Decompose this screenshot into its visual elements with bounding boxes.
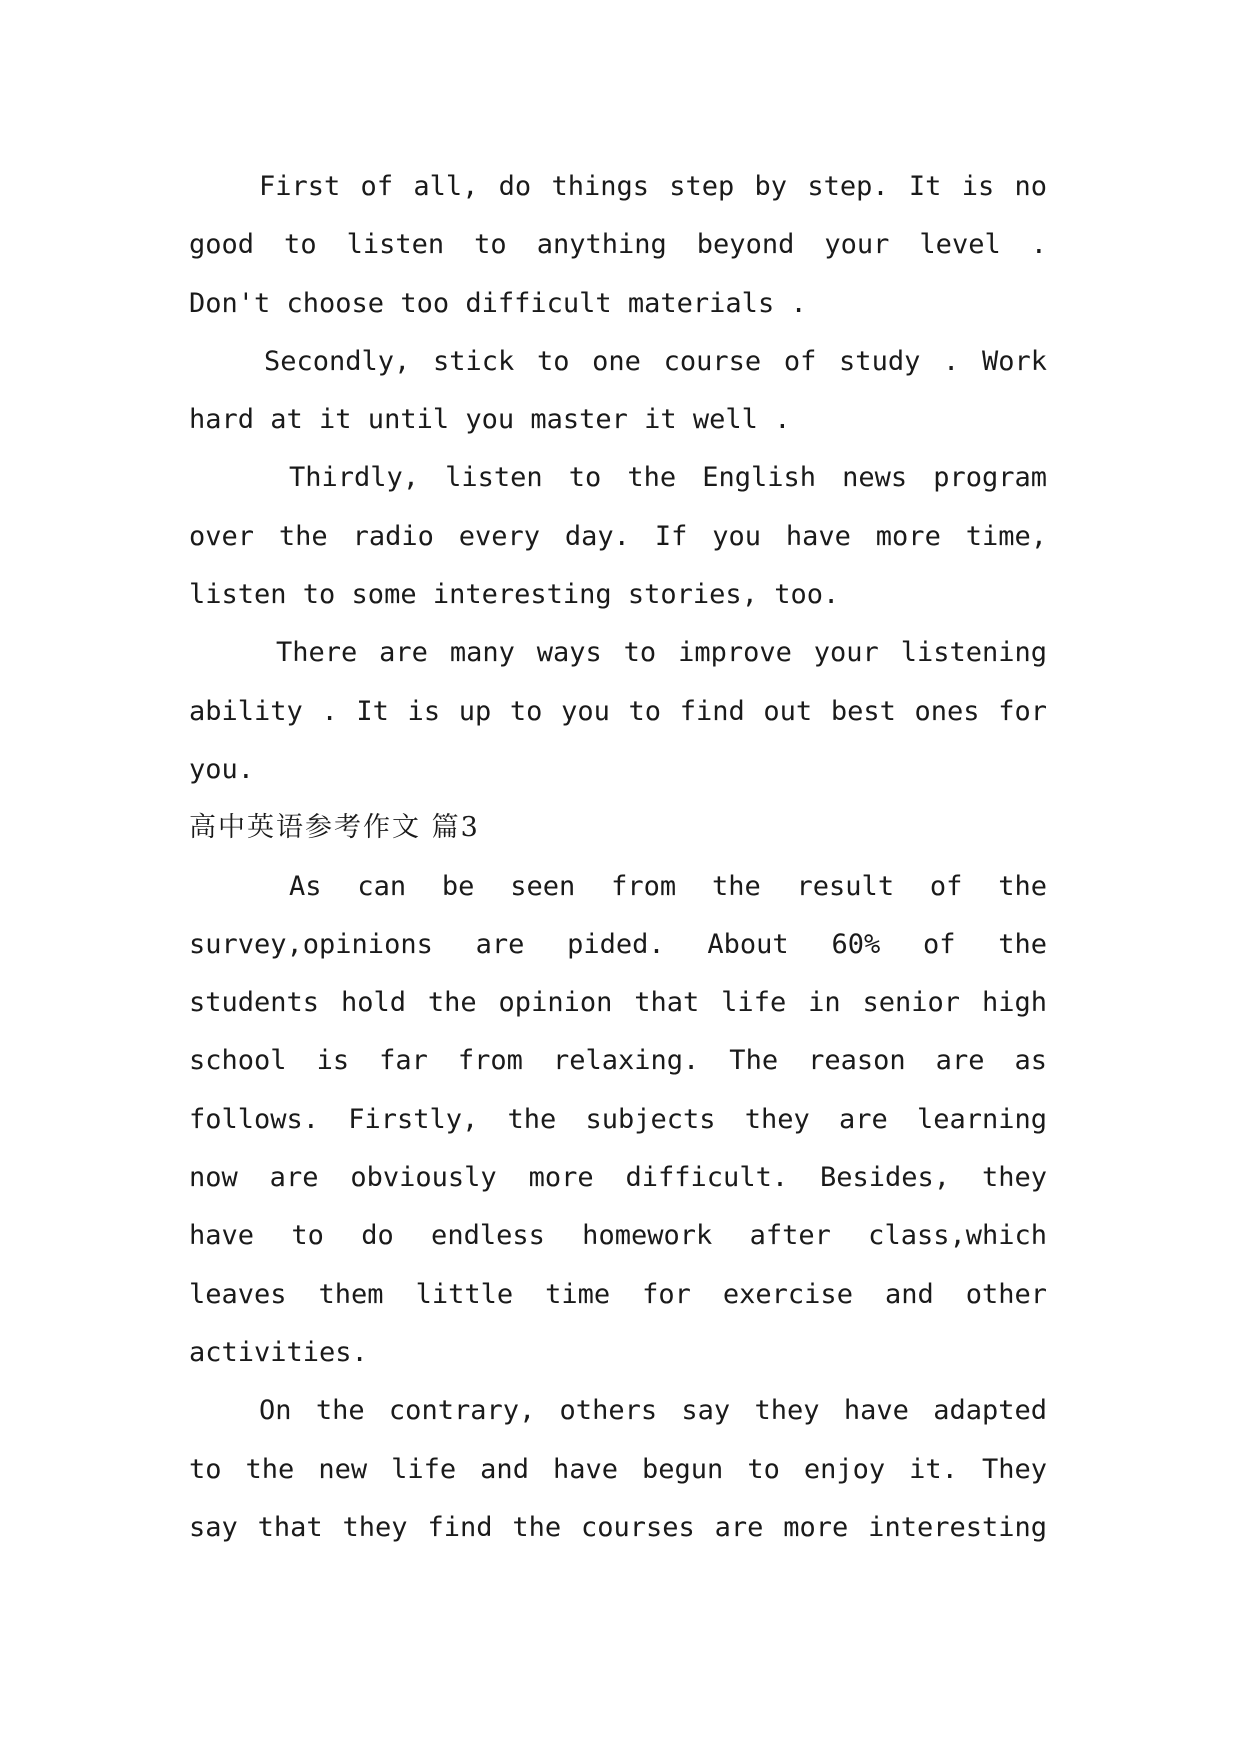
text-line: survey,opinions are pided. About 60% of the xyxy=(189,928,1047,960)
text-line: good to listen to anything beyond your level . xyxy=(189,229,1047,261)
text-line: activities. xyxy=(189,1336,368,1368)
text-line: to the new life and have begun to enjoy it. They xyxy=(189,1453,1047,1485)
text-line: now are obviously more difficult. Besides, they xyxy=(189,1162,1047,1194)
text-line: ability . It is up to you to find out best ones for xyxy=(189,695,1047,727)
text-line: hard at it until you master it well . xyxy=(189,404,791,436)
text-line: school is far from relaxing. The reason are as xyxy=(189,1045,1047,1077)
paragraph-survey xyxy=(189,858,1047,1383)
text-line: Thirdly, listen to the English news program xyxy=(289,462,1047,494)
text-line: have to do endless homework after class,which xyxy=(189,1220,1047,1252)
paragraph-news-program xyxy=(189,449,1047,624)
paragraph-contrary xyxy=(189,1382,1047,1557)
paragraph-stick-to-course xyxy=(189,333,1047,450)
text-line: students hold the opinion that life in senior high xyxy=(189,987,1047,1019)
paragraph-step-by-step xyxy=(189,158,1047,333)
text-line: say that they find the courses are more interesting xyxy=(189,1511,1047,1543)
text-line: Don't choose too difficult materials . xyxy=(189,287,807,319)
text-line: There are many ways to improve your listening xyxy=(276,637,1047,669)
paragraph-many-ways xyxy=(189,624,1047,799)
text-line: leaves them little time for exercise and other xyxy=(189,1278,1047,1310)
text-line: you. xyxy=(189,753,255,785)
section-heading: 高中英语参考作文 篇3 xyxy=(189,812,480,844)
text-line: As can be seen from the result of the xyxy=(289,870,1047,902)
text-line: On the contrary, others say they have adapted xyxy=(259,1395,1047,1427)
text-line: follows. Firstly, the subjects they are learning xyxy=(189,1103,1047,1135)
text-line: Secondly, stick to one course of study . Work xyxy=(264,345,1047,377)
document-page xyxy=(189,158,1047,1557)
text-line: First of all, do things step by step. It is no xyxy=(259,171,1047,202)
text-line: over the radio every day. If you have more time, xyxy=(189,520,1047,552)
text-line: listen to some interesting stories, too. xyxy=(189,579,840,611)
